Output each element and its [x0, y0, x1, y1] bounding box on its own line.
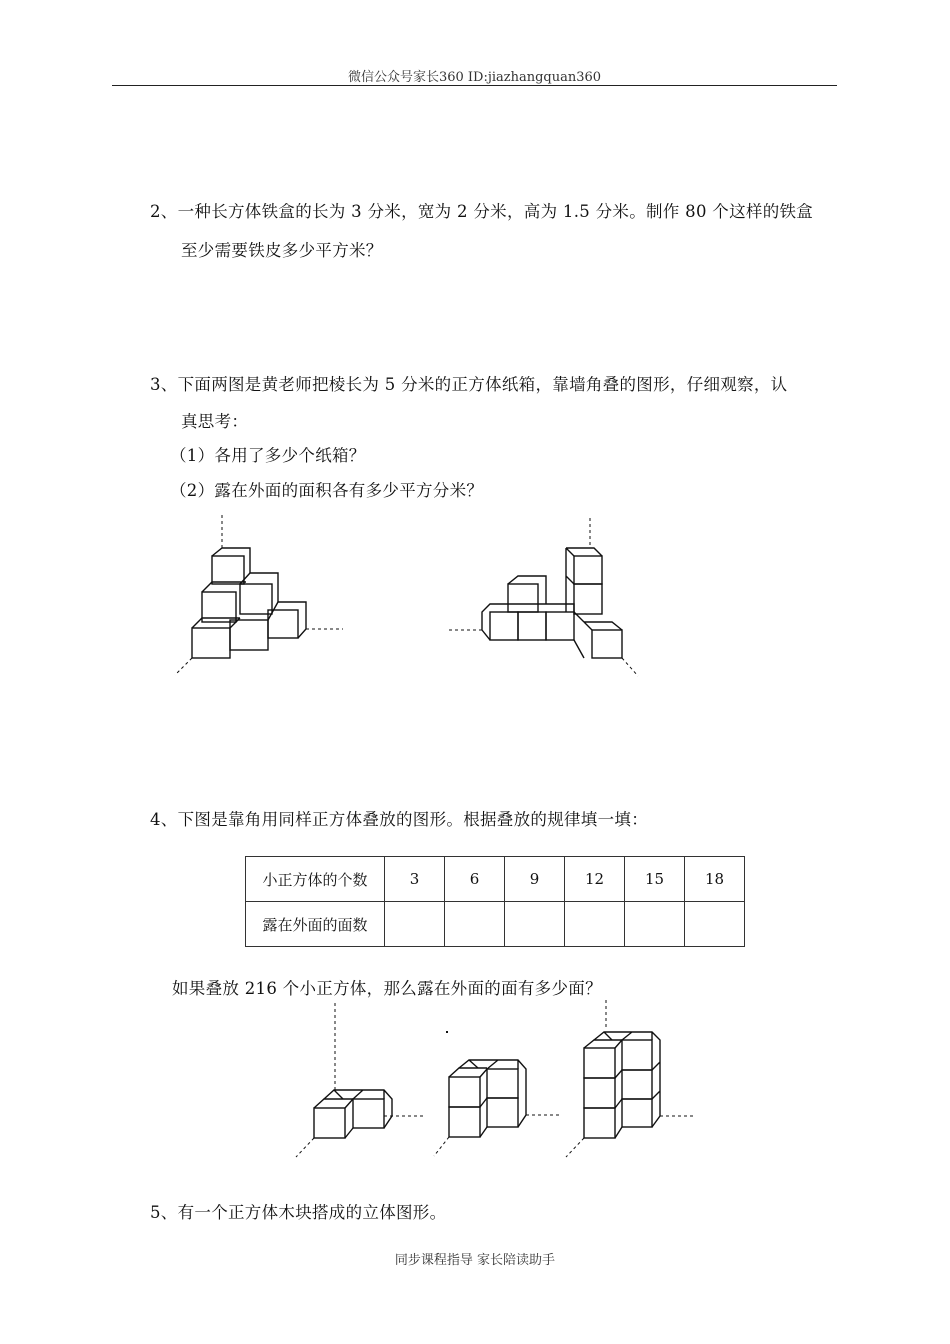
q3-line2: 真思考：: [181, 412, 249, 431]
page-footer: 同步课程指导 家长陪读助手: [394, 1253, 556, 1268]
count-cell: 9: [505, 857, 565, 902]
count-cell: 6: [445, 857, 505, 902]
table-row-header: 露在外面的面数: [246, 902, 385, 947]
table-row-header: 小正方体的个数: [246, 857, 385, 902]
count-cell: 3: [385, 857, 445, 902]
count-cell: 12: [565, 857, 625, 902]
q4-figure-3-cubes: [296, 1003, 425, 1157]
q3-sub1: （1）各用了多少个纸箱？: [170, 446, 366, 465]
q4-figure-6-cubes: [434, 1031, 562, 1156]
q2-line2: 至少需要铁皮多少平方米？: [181, 241, 383, 260]
q3-sub2: （2）露在外面的面积各有多少平方分米？: [170, 481, 484, 500]
q4-figure-9-cubes: [566, 1000, 694, 1157]
q3-line1: 3、下面两图是黄老师把棱长为 5 分米的正方体纸箱，靠墙角叠的图形，仔细观察，认: [150, 375, 788, 394]
q4-question: 如果叠放 216 个小正方体，那么露在外面的面有多少面？: [172, 979, 602, 998]
count-cell: 15: [625, 857, 685, 902]
q5-line1: 5、有一个正方体木块搭成的立体图形。: [150, 1203, 447, 1222]
q4-line1: 4、下图是靠角用同样正方体叠放的图形。根据叠放的规律填一填：: [150, 810, 648, 829]
q2-line1: 2、一种长方体铁盒的长为 3 分米，宽为 2 分米，高为 1.5 分米。制作 80 个这样的铁盒: [150, 202, 814, 221]
page-header: 微信公众号家长360 ID:jiazhangquan360: [347, 70, 602, 85]
count-cell: 18: [685, 857, 745, 902]
